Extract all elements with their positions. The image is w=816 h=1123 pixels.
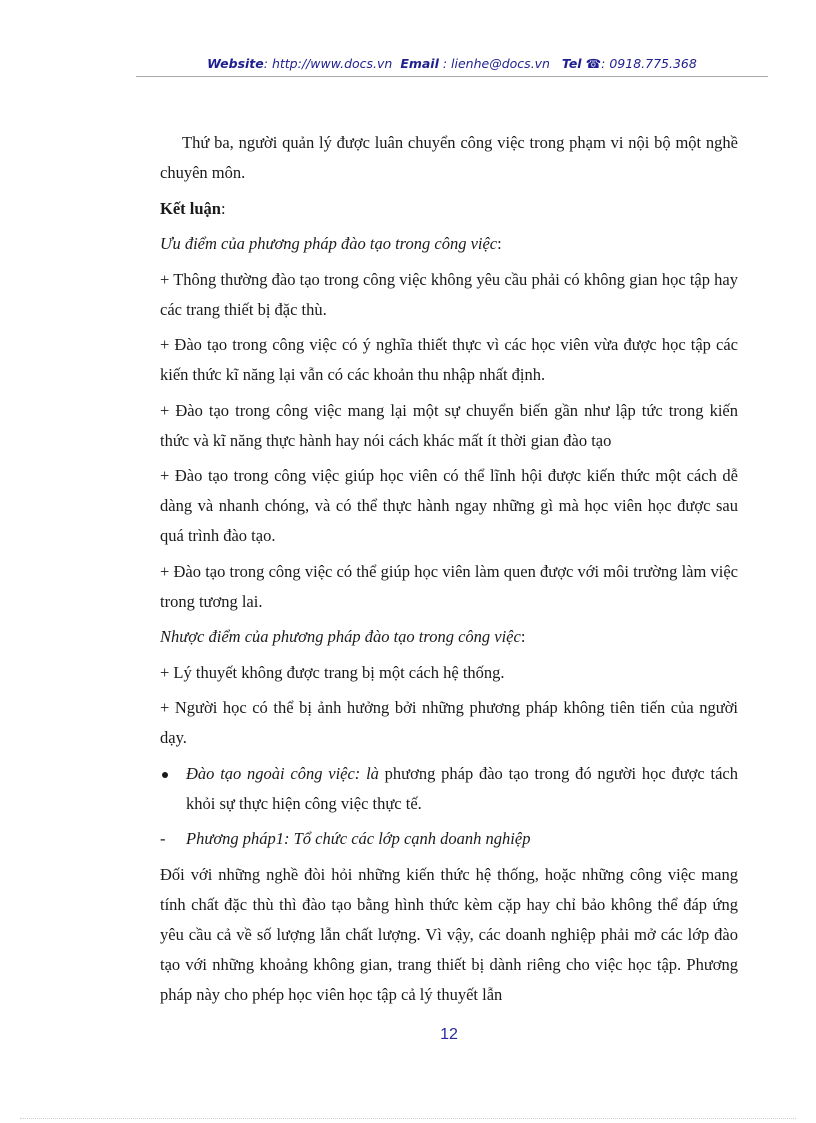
advantage-item-4: + Đào tạo trong công việc giúp học viên có thể lĩnh hội được kiến thức một cách dễ dàng và nhanh chóng, và có thể thực hành ngay những gì mà học viên học được sau quá trình đào tạo.	[160, 466, 738, 545]
bullet-rest-text: phương pháp đào tạo trong đó người học được tách khỏi sự thực hiện công việc thực tế.	[186, 763, 738, 813]
conclusion-heading	[160, 194, 738, 224]
disadvantage-item-1: + Lý thuyết không được trang bị một cách hệ thống.	[160, 662, 505, 682]
advantage-item-3: + Đào tạo trong công việc mang lại một sự chuyển biến gần như lập tức trong kiến thức và kĩ năng thực hành hay nói cách khác mất ít thời gian đào tạo	[160, 400, 738, 450]
bullet-off-job-training	[160, 759, 738, 819]
email-label: Email	[400, 56, 439, 71]
website-value: : http://www.docs.vn	[263, 56, 393, 71]
bullet-lead-text: Đào tạo ngoài công việc: là	[186, 763, 379, 783]
advantages-heading	[160, 229, 738, 259]
footer-divider	[20, 1118, 796, 1119]
paragraph-method1-body: Đối với những nghề đòi hỏi những kiến thức hệ thống, hoặc những công việc mang tính chất đặc thù thì đào tạo bằng hình thức kèm cặp hay chỉ bảo không thể đáp ứng yêu cầu cả về số lượng lẫn chất lượng. Vì vậy, các doanh nghiệp phải mở các lớp đào tạo với những khoảng không gian, trang thiết bị dành riêng cho việc học tập. Phương pháp này cho phép học viên học tập cả lý thuyết lẫn	[160, 864, 738, 1004]
advantage-item-5: + Đào tạo trong công việc có thể giúp học viên làm quen được với môi trường làm việc trong tương lai.	[160, 561, 738, 611]
dash-item-method1	[160, 824, 738, 854]
phone-icon: ☎	[585, 56, 602, 71]
disadvantage-item-2: + Người học có thể bị ảnh hưởng bởi những phương pháp không tiên tiến của người dạy.	[160, 698, 738, 747]
tel-value: : 0918.775.368	[601, 56, 697, 71]
page-body	[160, 128, 738, 1015]
advantages-heading-text: Ưu điểm của phương pháp đào tạo trong công việc	[160, 234, 498, 253]
disadvantages-heading-text: Nhược điểm của phương pháp đào tạo trong công việc	[160, 627, 521, 646]
disadvantages-heading	[160, 622, 738, 652]
method1-heading: Phương pháp1: Tổ chức các lớp cạnh doanh nghiệp	[186, 829, 531, 848]
email-value: : lienhe@docs.vn	[438, 56, 550, 71]
disadvantages-colon: :	[520, 627, 526, 646]
website-label: Website	[207, 56, 264, 71]
dash-mark: -	[160, 829, 166, 848]
header-divider	[136, 76, 768, 77]
bullet-dot-icon	[162, 772, 168, 778]
tel-label: Tel	[561, 56, 582, 71]
paragraph-third-point: Thứ ba, người quản lý được luân chuyển công việc trong phạm vi nội bộ một nghề chuyên môn.	[160, 133, 738, 182]
advantages-colon: :	[497, 234, 502, 253]
page-number: 12	[440, 1026, 458, 1043]
page-header	[136, 56, 768, 71]
advantage-item-1: + Thông thường đào tạo trong công việc không yêu cầu phải có không gian học tập hay các trang thiết bị đặc thù.	[160, 269, 738, 319]
advantage-item-2: + Đào tạo trong công việc có ý nghĩa thiết thực vì các học viên vừa được học tập các kiến thức kĩ năng lại vẫn có các khoản thu nhập nhất định.	[160, 335, 738, 384]
conclusion-colon: :	[220, 198, 226, 218]
conclusion-label: Kết luận	[160, 198, 221, 218]
